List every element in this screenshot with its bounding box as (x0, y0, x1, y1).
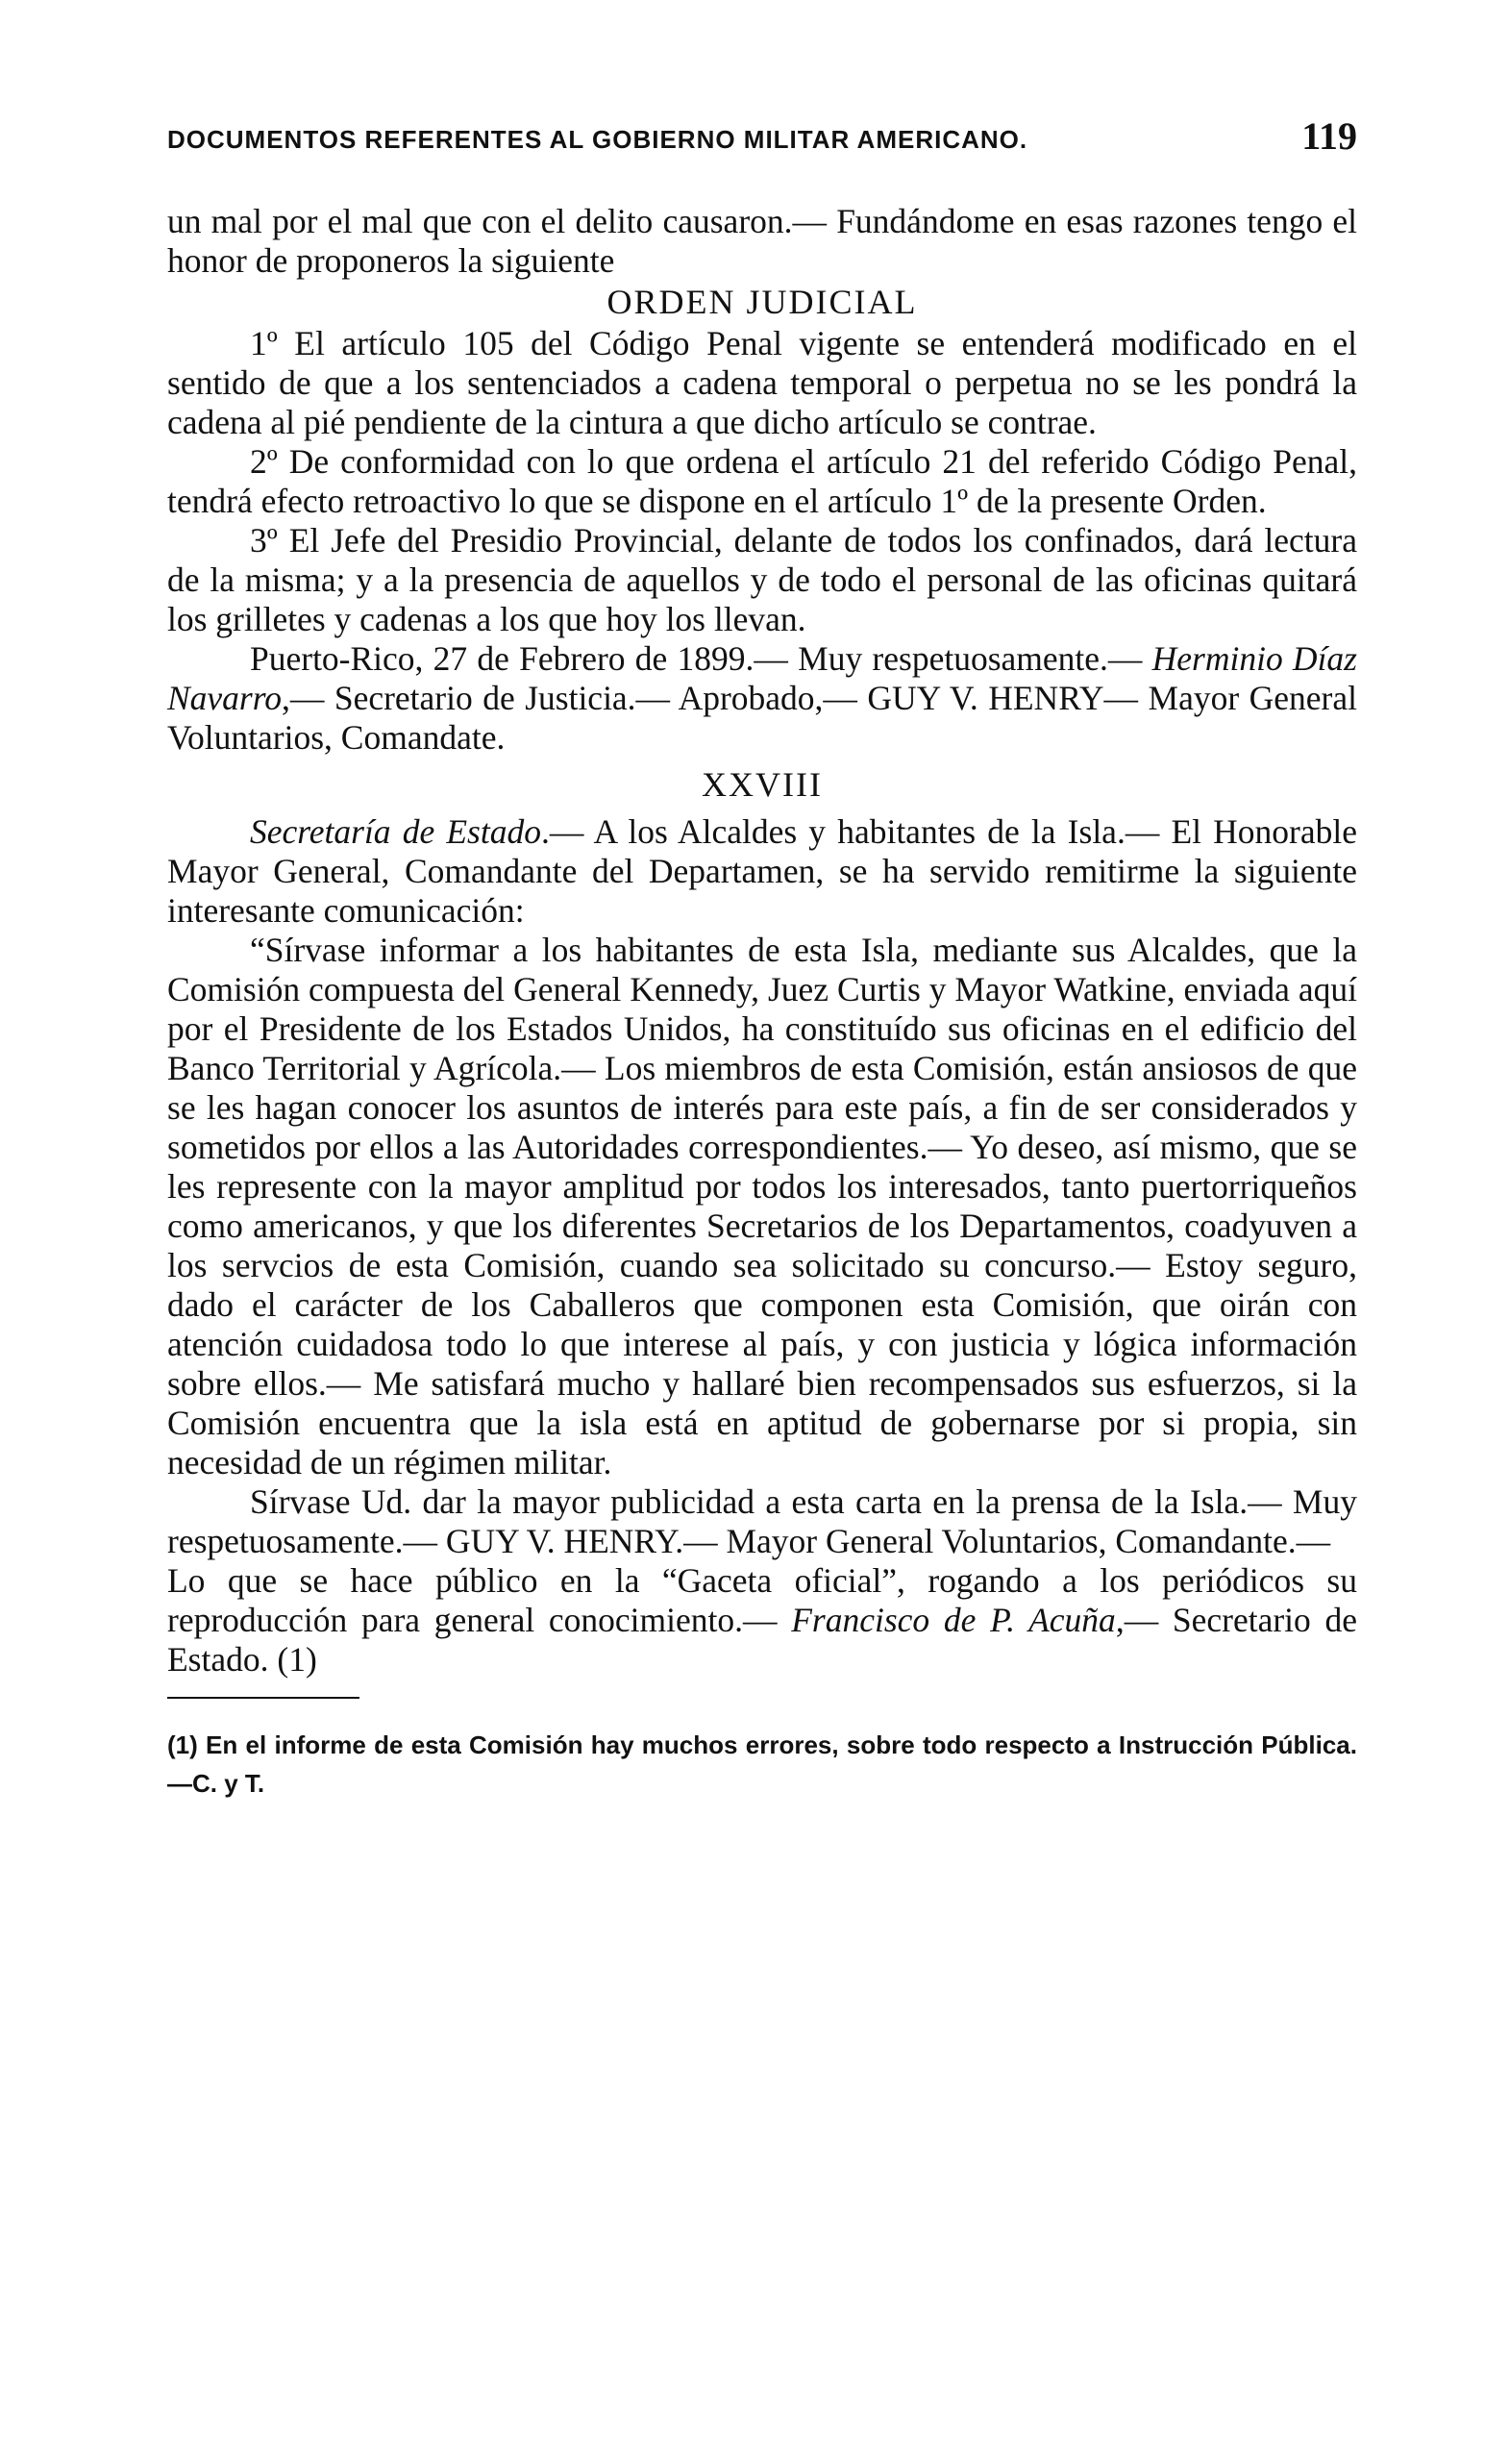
section-intro-paragraph (167, 812, 1357, 931)
letter-body: “Sírvase informar a los habitantes de esta Isla, mediante sus Alcaldes, que la Comisión compuesta del General Kennedy, Juez Curtis y Mayor Watkine, enviada aquí por el Presidente de los Estados Unidos, ha constituído sus oficinas en el edificio del Banco Territorial y Agrícola.— Los miembros de esta Comisión, están ansiosos de que se les hagan conocer los asuntos de interés para este país, a fin de ser considerados y sometidos por ellos a las Autoridades correspondientes.— Yo deseo, así mismo, que se les represente con la mayor amplitud por todos los interesados, tanto puertorriqueños como americanos, y que los diferentes Secretarios de los Departamentos, coadyuven a los servcios de esta Comisión, cuando sea solicitado su concurso.— Estoy seguro, dado el carácter de los Caballeros que componen esta Comisión, que oirán con atención cuidadosa todo lo que interese al país, y con justicia y lógica información sobre ellos.— Me satisfará mucho y hallaré bien recompensados sus esfuerzos, si la Comisión encuentra que la isla está en aptitud de gobernarse por si propia, sin necesidad de un régimen militar. (167, 931, 1357, 1481)
article-2: 2º De conformidad con lo que ordena el artículo 21 del referido Código Penal, tendrá efecto retroactivo lo que se dispone en el artículo 1º de la presente Orden. (167, 442, 1357, 520)
final-text: Lo que se hace público en la “Gaceta oficial”, rogando a los periódicos su reproducción para general conocimiento.— (167, 1561, 1357, 1639)
body-text (167, 202, 1357, 1803)
footnote-rule (167, 1697, 359, 1699)
footnote: (1) En el informe de esta Comisión hay muchos errores, sobre todo respecto a Instrucción Pública.—C. y T. (167, 1730, 1357, 1798)
letter-close: Sírvase Ud. dar la mayor publicidad a esta carta en la prensa de la Isla.— Muy respetuosamente.— GUY V. HENRY.— Mayor General Voluntarios, Comandante.— (167, 1482, 1357, 1560)
running-header (167, 113, 1357, 163)
signature-approval: ,— Secretario de Justicia.— Aprobado,— GUY V. HENRY— Mayor General Voluntarios, Comandate. (167, 679, 1357, 757)
article-3: 3º El Jefe del Presidio Provincial, delante de todos los confinados, dará lectura de la misma; y a la presencia de aquellos y de todo el personal de las oficinas quitará los grilletes y cadenas a los que hoy los llevan. (167, 521, 1357, 638)
section-number: XXVIII (702, 765, 823, 804)
signature-name: Herminio Díaz Navarro (167, 639, 1357, 717)
section-intro-text: .— A los Alcaldes y habitantes de la Isla.— El Honorable Mayor General, Comandante del Departamen, se ha servido remitirme la siguiente interesante comunicación: (167, 812, 1357, 930)
section-label: Secretaría de Estado (250, 812, 541, 851)
signature-date: Puerto-Rico, 27 de Febrero de 1899.— Muy respetuosamente.— (250, 639, 1152, 678)
signature-paragraph (167, 639, 1357, 758)
paragraph-intro: un mal por el mal que con el delito causaron.— Fundándome en esas razones tengo el honor de proponeros la siguiente (167, 202, 1357, 280)
running-title: DOCUMENTOS REFERENTES AL GOBIERNO MILITAR AMERICANO. (167, 125, 1028, 154)
final-name: Francisco de P. Acuña (791, 1601, 1116, 1639)
article-1: 1º El artículo 105 del Código Penal vigente se entenderá modificado en el sentido de que a los sentenciados a cadena temporal o perpetua no se les pondrá la cadena al pié pendiente de la cintura a que dicho artículo se contrae. (167, 324, 1357, 441)
page-number: 119 (1301, 114, 1357, 158)
final-paragraph (167, 1561, 1357, 1680)
heading-orden-judicial: ORDEN JUDICIAL (606, 283, 918, 321)
final-title: ,— Secretario de Estado. (1) (167, 1601, 1357, 1679)
